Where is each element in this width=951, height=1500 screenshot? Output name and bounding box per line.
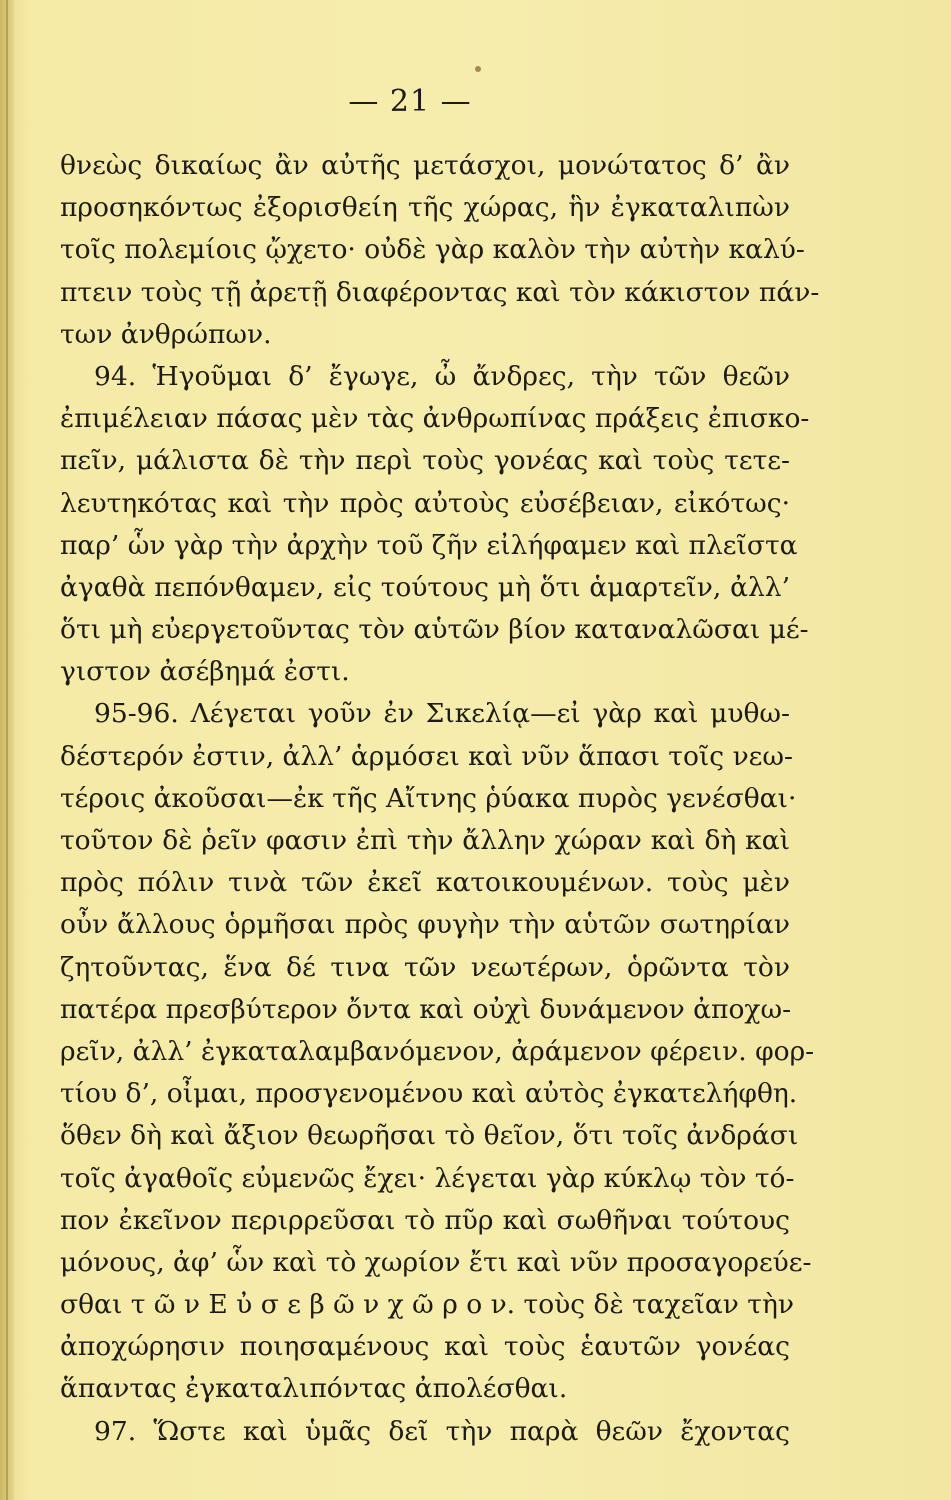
text-line: ἀποχώρησιν ποιησαμένους καὶ τοὺς ἑαυτῶν γονέας — [60, 1331, 790, 1363]
text-line: τοῖς πολεμίοις ᾤχετο· οὐδὲ γὰρ καλὸν τὴν αὐτὴν καλύ- — [60, 234, 805, 266]
text-line: ἀγαθὰ πεπόνθαμεν, εἰς τούτους μὴ ὅτι ἁμαρτεῖν, ἀλλ’ — [60, 571, 790, 603]
text-line: προσηκόντως ἐξορισθείη τῆς χώρας, ἣν ἐγκαταλιπὼν — [60, 192, 790, 224]
text-line: πεῖν, μάλιστα δὲ τὴν περὶ τοὺς γονέας καὶ τοὺς τετε- — [60, 445, 790, 477]
text-line: 95-96. Λέγεται γοῦν ἐν Σικελίᾳ—εἰ γὰρ καὶ μυθω- — [94, 698, 790, 730]
text-line: πρὸς πόλιν τινὰ τῶν ἐκεῖ κατοικουμένων. τοὺς μὲν — [60, 867, 790, 899]
text-line: ὅθεν δὴ καὶ ἄξιον θεωρῆσαι τὸ θεῖον, ὅτι τοῖς ἀνδράσι — [60, 1120, 799, 1152]
text-line: ζητοῦντας, ἕνα δέ τινα τῶν νεωτέρων, ὁρῶντα τὸν — [60, 951, 790, 983]
text-line: τίου δ’, οἶμαι, προσγενομένου καὶ αὐτὸς ἐγκατελήφθη. — [60, 1078, 798, 1110]
page-edge-line — [6, 0, 8, 1500]
text-line: ἐπιμέλειαν πάσας μὲν τὰς ἀνθρωπίνας πράξεις ἐπισκο- — [60, 403, 810, 435]
text-line: ἅπαντας ἐγκαταλιπόντας ἀπολέσθαι. — [60, 1373, 568, 1405]
text-line: μόνους, ἀφ’ ὧν καὶ τὸ χωρίον ἔτι καὶ νῦν προσαγορεύε- — [60, 1246, 812, 1278]
text-line: ὅτι μὴ εὐεργετοῦντας τὸν αὑτῶν βίον καταναλῶσαι μέ- — [60, 614, 809, 646]
ink-speck — [475, 66, 481, 72]
text-line: ρεῖν, ἀλλ’ ἐγκαταλαμβανόμενον, ἀράμενον φέρειν. φορ- — [60, 1035, 815, 1067]
text-line: λευτηκότας καὶ τὴν πρὸς αὐτοὺς εὐσέβειαν, εἰκότως· — [60, 487, 790, 519]
text-line: 97. Ὥστε καὶ ὑμᾶς δεῖ τὴν παρὰ θεῶν ἔχοντας — [94, 1415, 790, 1447]
page-number: — 21 — — [348, 84, 472, 119]
text-line: των ἀνθρώπων. — [60, 318, 272, 350]
text-line: σθαι τ ῶ ν Ε ὐ σ ε β ῶ ν χ ῶ ρ ο ν. τοὺς δὲ ταχεῖαν τὴν — [60, 1289, 794, 1321]
text-line: τοῖς ἀγαθοῖς εὐμενῶς ἔχει· λέγεται γὰρ κύκλῳ τὸν τό- — [60, 1162, 795, 1194]
body-text — [60, 145, 820, 1453]
text-line: τέροις ἀκοῦσαι—ἐκ τῆς Αἴτνης ῥύακα πυρὸς γενέσθαι· — [60, 782, 797, 814]
text-line: πτειν τοὺς τῇ ἀρετῇ διαφέροντας καὶ τὸν κάκιστον πάν- — [60, 276, 820, 308]
text-line: δέστερόν ἐστιν, ἀλλ’ ἁρμόσει καὶ νῦν ἅπασι τοῖς νεω- — [60, 740, 793, 772]
text-line: οὖν ἄλλους ὁρμῆσαι πρὸς φυγὴν τὴν αὑτῶν σωτηρίαν — [60, 909, 790, 941]
text-line: 94. Ἡγοῦμαι δ’ ἔγωγε, ὦ ἄνδρες, τὴν τῶν θεῶν — [94, 360, 790, 392]
text-line: πον ἐκεῖνον περιρρεῦσαι τὸ πῦρ καὶ σωθῆναι τούτους — [60, 1204, 790, 1236]
text-line: θνεὼς δικαίως ἂν αὐτῆς μετάσχοι, μονώτατος δ’ ἂν — [60, 150, 790, 181]
text-line: πατέρα πρεσβύτερον ὄντα καὶ οὐχὶ δυνάμενον ἀποχω- — [60, 993, 792, 1025]
text-line: τοῦτον δὲ ῥεῖν φασιν ἐπὶ τὴν ἄλλην χώραν καὶ δὴ καὶ — [60, 825, 790, 856]
text-line: γιστον ἀσέβημά ἐστι. — [60, 656, 350, 688]
text-line: παρ’ ὧν γὰρ τὴν ἀρχὴν τοῦ ζῆν εἰλήφαμεν καὶ πλεῖστα — [60, 529, 798, 561]
